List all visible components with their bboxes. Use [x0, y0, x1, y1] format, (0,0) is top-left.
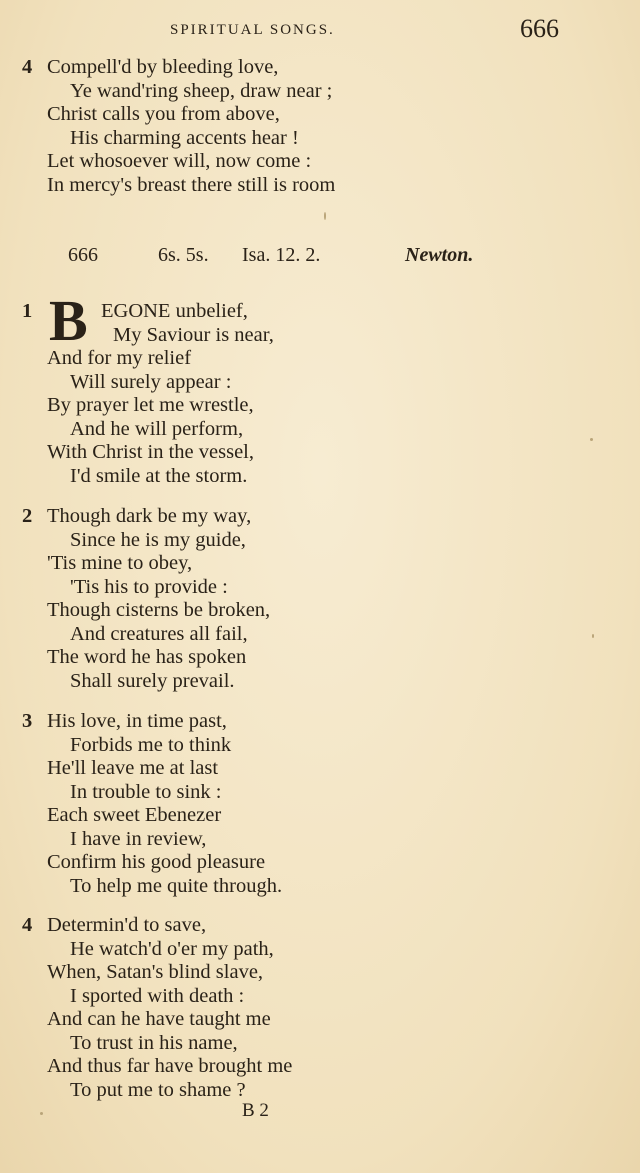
verse-line: EGONE unbelief, — [101, 300, 248, 322]
paper-speck — [324, 212, 326, 220]
verse-line: I'd smile at the storm. — [70, 465, 248, 487]
verse-number: 4 — [22, 914, 33, 936]
prev-line: Compell'd by bleeding love, — [47, 56, 279, 78]
verse-line: Will surely appear : — [70, 371, 232, 393]
verse-line: 'Tis his to provide : — [70, 576, 228, 598]
hymn-number: 666 — [68, 244, 98, 266]
verse-number: 3 — [22, 710, 33, 732]
verse-line: Forbids me to think — [70, 734, 232, 756]
verse-line: To trust in his name, — [70, 1032, 238, 1054]
paper-speck — [592, 634, 594, 638]
verse-line: When, Satan's blind slave, — [47, 961, 264, 983]
verse-line: 'Tis mine to obey, — [47, 552, 193, 574]
hymn-scripture: Isa. 12. 2. — [242, 244, 321, 266]
verse-line: And creatures all fail, — [70, 623, 248, 645]
verse-line: To put me to shame ? — [70, 1079, 246, 1101]
verse-line: Shall surely prevail. — [70, 670, 235, 692]
verse-line: He watch'd o'er my path, — [70, 938, 274, 960]
verse-line: To help me quite through. — [70, 875, 283, 897]
prev-line: Christ calls you from above, — [47, 103, 280, 125]
paper-speck — [40, 1112, 43, 1115]
verse-line: Though cisterns be broken, — [47, 599, 271, 621]
hymn-tune: Newton. — [405, 244, 474, 266]
verse-line: Since he is my guide, — [70, 529, 246, 551]
verse-line: In trouble to sink : — [70, 781, 222, 803]
prev-line: In mercy's breast there still is room — [47, 174, 336, 196]
verse-line: And for my relief — [47, 347, 192, 369]
verse-line: The word he has spoken — [47, 646, 247, 668]
paper-speck — [590, 438, 593, 441]
verse-line: And he will perform, — [70, 418, 244, 440]
prev-line: His charming accents hear ! — [70, 127, 299, 149]
verse-line: I have in review, — [70, 828, 207, 850]
verse-line: My Saviour is near, — [113, 324, 274, 346]
verse-line: He'll leave me at last — [47, 757, 219, 779]
verse-line: And can he have taught me — [47, 1008, 271, 1030]
verse-line: Determin'd to save, — [47, 914, 207, 936]
prev-line: Let whosoever will, now come : — [47, 150, 312, 172]
verse-line: I sported with death : — [70, 985, 245, 1007]
verse-line: With Christ in the vessel, — [47, 441, 255, 463]
verse-line: Though dark be my way, — [47, 505, 252, 527]
verse-number: 2 — [22, 505, 33, 527]
verse-line: Confirm his good pleasure — [47, 851, 266, 873]
verse-line: His love, in time past, — [47, 710, 227, 732]
verse-line: By prayer let me wrestle, — [47, 394, 254, 416]
running-head: SPIRITUAL SONGS. — [170, 22, 335, 38]
prev-verse-number: 4 — [22, 56, 33, 78]
hymn-meter: 6s. 5s. — [158, 244, 209, 266]
drop-cap: B — [49, 288, 88, 353]
verse-line: Each sweet Ebenezer — [47, 804, 222, 826]
page-number: 666 — [520, 14, 559, 43]
signature-mark: B 2 — [242, 1100, 269, 1121]
verse-number: 1 — [22, 300, 33, 322]
prev-line: Ye wand'ring sheep, draw near ; — [70, 80, 333, 102]
verse-line: And thus far have brought me — [47, 1055, 293, 1077]
